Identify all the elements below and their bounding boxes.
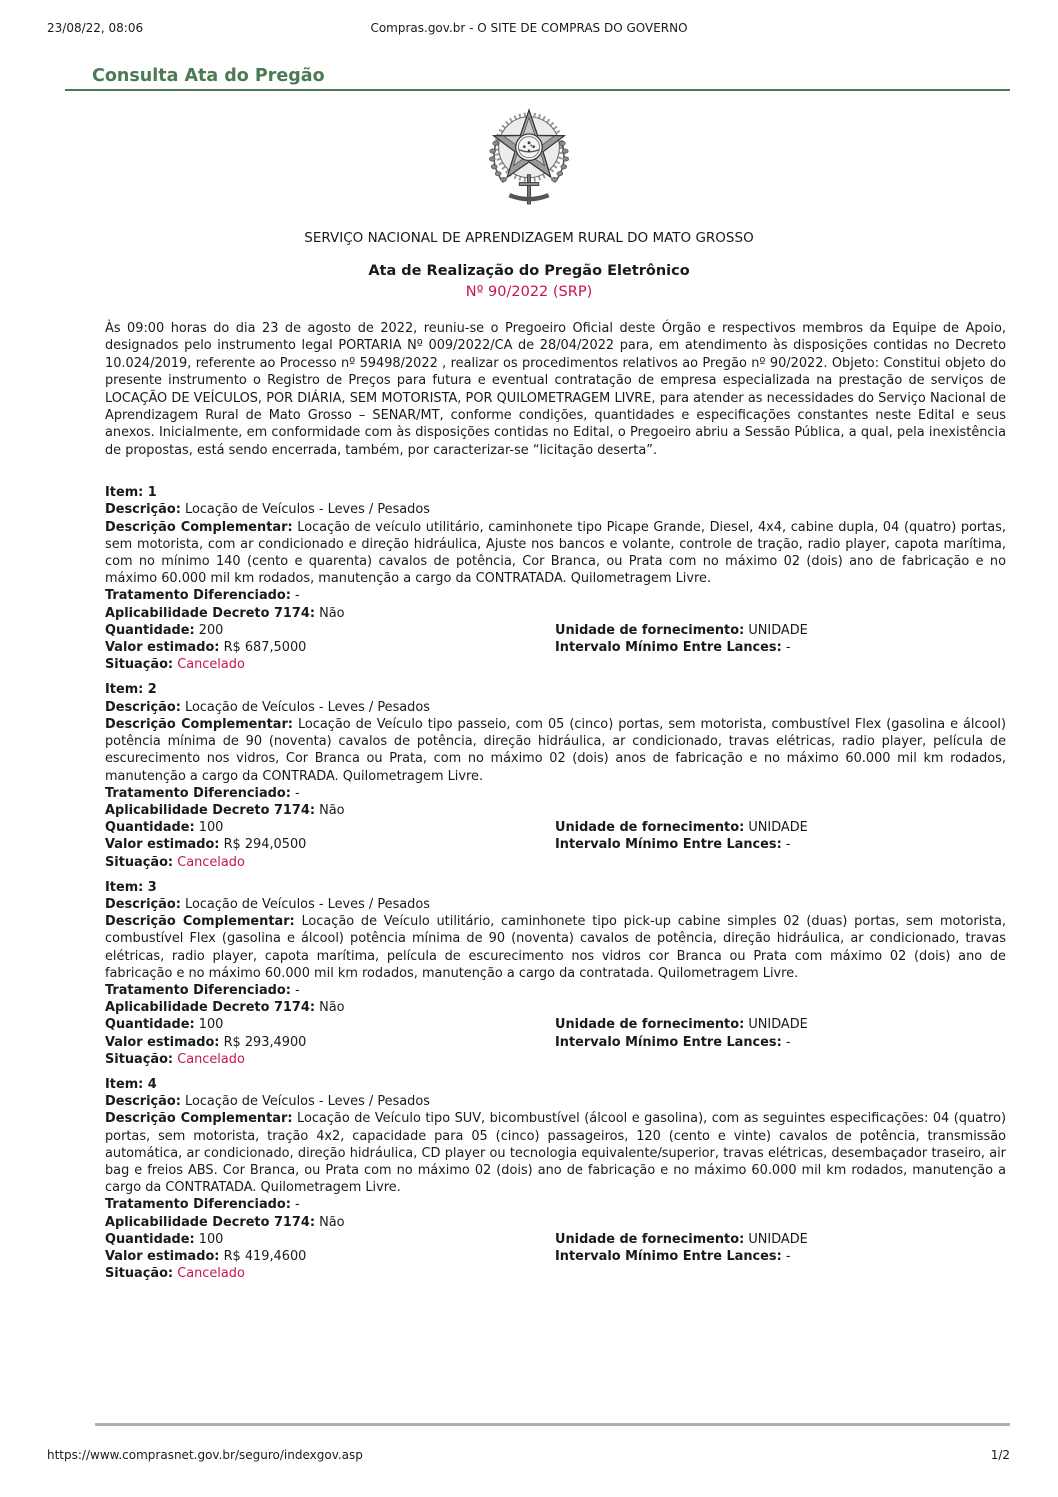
- quantidade-value: 100: [198, 1017, 224, 1033]
- aplicabilidade-row: [105, 802, 1006, 819]
- brazil-coat-of-arms-icon: [480, 104, 578, 210]
- aplicabilidade-row: [105, 605, 1006, 622]
- tratamento-label: Tratamento Diferenciado:: [105, 785, 291, 801]
- quantidade-cell: [105, 1231, 555, 1248]
- aplicabilidade-value: Não: [319, 1000, 345, 1016]
- intervalo-label: Intervalo Mínimo Entre Lances:: [555, 1034, 782, 1050]
- item-number-heading: Item: 2: [105, 682, 157, 698]
- situacao-label: Situação:: [105, 1051, 174, 1067]
- items-list: [105, 484, 1006, 1282]
- descricao-value: Locação de Veículos - Leves / Pesados: [185, 502, 430, 518]
- document-body: [105, 320, 1006, 1282]
- tratamento-row: [105, 785, 1006, 802]
- situacao-value: Cancelado: [177, 657, 245, 673]
- quantidade-unidade-row: [105, 622, 1006, 639]
- descricao-complementar-value: Locação de Veículo tipo passeio, com 05 (cinco) portas, sem motorista, combustível Flex (gasolina e álcool) potência mínima de 90 (noventa) cavalos de potência, direção hidráulica, ar condicionado, travas elétricas, radio player, película de escurecimento nos vidros, Cor Branca ou Prata, com no máximo 02 (dois) anos de fabricação e no máximo 60.000 mil km rodados, manutenção a cargo da CONTRADA. Quilometragem Livre.: [105, 716, 1006, 784]
- situacao-value: Cancelado: [177, 1266, 245, 1282]
- descricao-label: Descrição:: [105, 699, 181, 715]
- aplicabilidade-label: Aplicabilidade Decreto 7174:: [105, 605, 315, 621]
- unidade-value: UNIDADE: [748, 1017, 808, 1033]
- descricao-complementar-label: Descrição Complementar:: [105, 914, 295, 930]
- pregao-item-3: [105, 879, 1006, 1068]
- intervalo-cell: [555, 1248, 1006, 1265]
- page-number-indicator: 1/2: [990, 1448, 1010, 1462]
- quantidade-value: 100: [198, 820, 224, 836]
- unidade-value: UNIDADE: [748, 1231, 808, 1247]
- situacao-label: Situação:: [105, 854, 174, 870]
- situacao-label: Situação:: [105, 657, 174, 673]
- situacao-row: [105, 1265, 1006, 1282]
- quantidade-label: Quantidade:: [105, 622, 195, 638]
- valor-value: R$ 687,5000: [223, 640, 307, 656]
- print-header: [0, 0, 1058, 35]
- aplicabilidade-label: Aplicabilidade Decreto 7174:: [105, 1000, 315, 1016]
- unidade-cell: [555, 819, 1006, 836]
- valor-value: R$ 294,0500: [223, 837, 307, 853]
- intervalo-value: -: [785, 1034, 791, 1050]
- item-number-heading: Item: 3: [105, 879, 157, 895]
- valor-intervalo-row: [105, 639, 1006, 656]
- tratamento-value: -: [295, 785, 300, 801]
- item-number-heading: Item: 4: [105, 1076, 157, 1092]
- descricao-complementar-label: Descrição Complementar:: [105, 519, 293, 535]
- descricao-complementar-row: [105, 716, 1006, 785]
- intervalo-label: Intervalo Mínimo Entre Lances:: [555, 1248, 782, 1264]
- valor-value: R$ 419,4600: [223, 1248, 307, 1264]
- descricao-value: Locação de Veículos - Leves / Pesados: [185, 699, 430, 715]
- unidade-value: UNIDADE: [748, 622, 808, 638]
- aplicabilidade-value: Não: [319, 1214, 345, 1230]
- pregao-item-4: [105, 1076, 1006, 1282]
- descricao-complementar-row: [105, 913, 1006, 982]
- tratamento-value: -: [295, 1197, 300, 1213]
- aplicabilidade-value: Não: [319, 802, 345, 818]
- tratamento-value: -: [295, 588, 300, 604]
- valor-label: Valor estimado:: [105, 1248, 220, 1264]
- descricao-complementar-row: [105, 519, 1006, 588]
- tratamento-label: Tratamento Diferenciado:: [105, 588, 291, 604]
- aplicabilidade-label: Aplicabilidade Decreto 7174:: [105, 1214, 315, 1230]
- descricao-complementar-label: Descrição Complementar:: [105, 1111, 293, 1127]
- quantidade-label: Quantidade:: [105, 1231, 195, 1247]
- descricao-label: Descrição:: [105, 502, 181, 518]
- intervalo-cell: [555, 1034, 1006, 1051]
- print-site-title: Compras.gov.br - O SITE DE COMPRAS DO GOVERNO: [370, 21, 688, 35]
- valor-intervalo-row: [105, 836, 1006, 853]
- descricao-value: Locação de Veículos - Leves / Pesados: [185, 896, 430, 912]
- tratamento-label: Tratamento Diferenciado:: [105, 1197, 291, 1213]
- page-title: Consulta Ata do Pregão: [92, 66, 325, 86]
- valor-label: Valor estimado:: [105, 837, 220, 853]
- unidade-value: UNIDADE: [748, 820, 808, 836]
- quantidade-unidade-row: [105, 819, 1006, 836]
- quantidade-unidade-row: [105, 1016, 1006, 1033]
- quantidade-value: 200: [198, 622, 224, 638]
- intervalo-cell: [555, 639, 1006, 656]
- descricao-complementar-value: Locação de Veículo tipo SUV, bicombustível (álcool e gasolina), com as seguintes especificações: 04 (quatro) portas, sem motorista, tração 4x2, capacidade para 05 (cinco) passageiros, 120 (cento e vinte) cavalos de potência, transmissão automática, ar condicionado, direção hidráulica, CD player ou tecnologia equivalente/superior, travas elétricas, desembaçador traseiro, air bag e freios ABS. Cor Branca, ou Prata com no máximo 02 (dois) ano de fabricação e no máximo 60.000 mil km rodados, manutenção a cargo da CONTRATADA. Quilometragem Livre.: [105, 1111, 1006, 1196]
- situacao-row: [105, 1051, 1006, 1068]
- print-source-url: https://www.comprasnet.gov.br/seguro/indexgov.asp: [47, 1448, 363, 1462]
- quantidade-unidade-row: [105, 1231, 1006, 1248]
- tratamento-row: [105, 587, 1006, 604]
- descricao-complementar-row: [105, 1110, 1006, 1196]
- valor-cell: [105, 1034, 555, 1051]
- quantidade-cell: [105, 622, 555, 639]
- situacao-row: [105, 656, 1006, 673]
- quantidade-cell: [105, 819, 555, 836]
- intervalo-cell: [555, 836, 1006, 853]
- descricao-complementar-value: Locação de Veículo utilitário, caminhonete tipo pick-up cabine simples 02 (duas) portas, sem motorista, combustível Flex (gasolina e álcool) potência mínima de 90 (noventa) cavalos de potência, direção hidráulica, ar condicionado, travas elétricas, radio player, capota marítima, película de escurecimento nos vidros cor Branca ou Prata com máximo 02 (dois) ano de fabricação e no máximo 60.000 mil km rodados, manutenção a cargo da contratada. Quilometragem Livre.: [105, 914, 1006, 981]
- valor-label: Valor estimado:: [105, 1034, 220, 1050]
- tratamento-value: -: [295, 982, 300, 998]
- heading-divider: [65, 89, 1010, 91]
- quantidade-label: Quantidade:: [105, 1017, 195, 1033]
- descricao-row: [105, 501, 1006, 518]
- situacao-value: Cancelado: [177, 1051, 245, 1067]
- unidade-cell: [555, 622, 1006, 639]
- tratamento-row: [105, 982, 1006, 999]
- descricao-complementar-label: Descrição Complementar:: [105, 716, 293, 732]
- item-number-heading: Item: 1: [105, 485, 157, 501]
- document-title: Ata de Realização do Pregão Eletrônico: [368, 263, 690, 279]
- unidade-label: Unidade de fornecimento:: [555, 1231, 745, 1247]
- organization-name: SERVIÇO NACIONAL DE APRENDIZAGEM RURAL DO MATO GROSSO: [304, 230, 754, 246]
- valor-cell: [105, 639, 555, 656]
- aplicabilidade-row: [105, 999, 1006, 1016]
- valor-value: R$ 293,4900: [223, 1034, 307, 1050]
- valor-label: Valor estimado:: [105, 640, 220, 656]
- quantidade-value: 100: [198, 1231, 224, 1247]
- unidade-cell: [555, 1016, 1006, 1033]
- descricao-label: Descrição:: [105, 1094, 181, 1110]
- descricao-value: Locação de Veículos - Leves / Pesados: [185, 1094, 430, 1110]
- situacao-row: [105, 854, 1006, 871]
- intervalo-value: -: [785, 837, 791, 853]
- pregao-item-1: [105, 484, 1006, 673]
- print-datetime: 23/08/22, 08:06: [47, 21, 144, 35]
- pregao-item-2: [105, 681, 1006, 870]
- aplicabilidade-label: Aplicabilidade Decreto 7174:: [105, 802, 315, 818]
- aplicabilidade-row: [105, 1214, 1006, 1231]
- intervalo-label: Intervalo Mínimo Entre Lances:: [555, 640, 782, 656]
- unidade-label: Unidade de fornecimento:: [555, 622, 745, 638]
- valor-intervalo-row: [105, 1034, 1006, 1051]
- tratamento-label: Tratamento Diferenciado:: [105, 982, 291, 998]
- footer-divider: [95, 1423, 1010, 1426]
- intervalo-label: Intervalo Mínimo Entre Lances:: [555, 837, 782, 853]
- situacao-value: Cancelado: [177, 854, 245, 870]
- intervalo-value: -: [785, 640, 791, 656]
- intervalo-value: -: [785, 1248, 791, 1264]
- descricao-row: [105, 699, 1006, 716]
- quantidade-label: Quantidade:: [105, 820, 195, 836]
- intro-paragraph: Às 09:00 horas do dia 23 de agosto de 2022, reuniu-se o Pregoeiro Oficial deste Órgão e respectivos membros da Equipe de Apoio, designados pelo instrumento legal PORTARIA Nº 009/2022/CA de 28/04/2022 para, em atendimento às disposições contidas no Decreto 10.024/2019, referente ao Processo nº 59498/2022 , realizar os procedimentos relativos ao Pregão nº 90/2022. Objeto: Constitui objeto do presente instrumento o Registro de Preços para futura e eventual contratação de empresa especializada na prestação de serviços de LOCAÇÃO DE VEÍCULOS, POR DIÁRIA, SEM MOTORISTA, POR QUILOMETRAGEM LIVRE, para atender as necessidades do Serviço Nacional de Aprendizagem Rural de Mato Grosso – SENAR/MT, conforme condições, quantidades e especificações constantes neste Edital e seus anexos. Inicialmente, em conformidade com às disposições contidas no Edital, o Pregoeiro abriu a Sessão Pública, a qual, pela inexistência de propostas, está sendo encerrada, também, por caracterizar-se “licitação deserta”.: [105, 321, 1006, 458]
- document-number: Nº 90/2022 (SRP): [465, 284, 593, 300]
- valor-intervalo-row: [105, 1248, 1006, 1265]
- descricao-row: [105, 896, 1006, 913]
- unidade-label: Unidade de fornecimento:: [555, 820, 745, 836]
- quantidade-cell: [105, 1016, 555, 1033]
- descricao-complementar-value: Locação de veículo utilitário, caminhonete tipo Picape Grande, Diesel, 4x4, cabine dupla, 04 (quatro) portas, sem motorista, com ar condicionado e direção hidráulica, Ajuste nos bancos e volante, controle de tração, radio player, capota marítima, com no mínimo 140 (cento e quarenta) cavalos de potência, Cor Branca, ou Prata com no máximo 02 (dois) ano de fabricação e no máximo 60.000 mil km rodados, manutenção a cargo da CONTRATADA. Quilometragem Livre.: [105, 519, 1006, 587]
- unidade-cell: [555, 1231, 1006, 1248]
- unidade-label: Unidade de fornecimento:: [555, 1017, 745, 1033]
- valor-cell: [105, 836, 555, 853]
- valor-cell: [105, 1248, 555, 1265]
- situacao-label: Situação:: [105, 1266, 174, 1282]
- descricao-label: Descrição:: [105, 896, 181, 912]
- aplicabilidade-value: Não: [319, 605, 345, 621]
- tratamento-row: [105, 1196, 1006, 1213]
- descricao-row: [105, 1093, 1006, 1110]
